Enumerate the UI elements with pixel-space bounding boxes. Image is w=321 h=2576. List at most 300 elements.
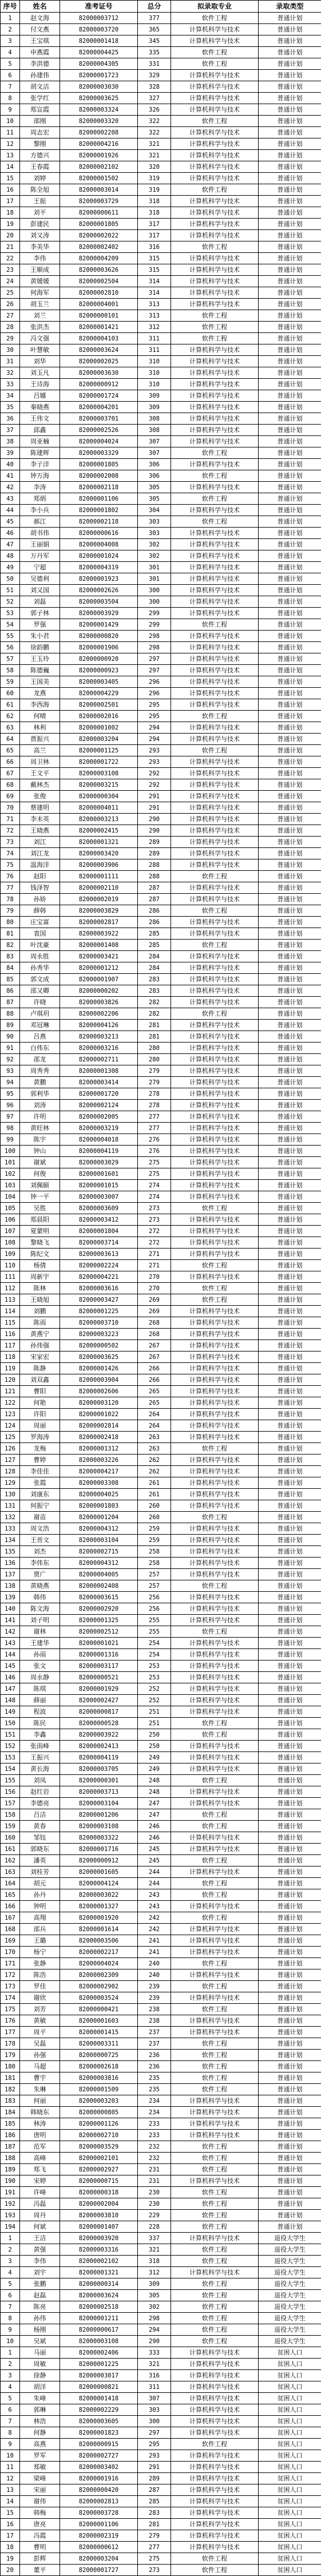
cell-exam-id: 82000002019: [60, 894, 138, 905]
cell-total-score: 302: [138, 2301, 171, 2313]
cell-total-score: 294: [138, 2324, 171, 2336]
cell-total-score: 245: [138, 1844, 171, 1855]
cell-major: 计算机科学与技术: [171, 1146, 259, 1157]
cell-admission-type: 普通计划: [259, 2038, 321, 2050]
cell-total-score: 232: [138, 2141, 171, 2153]
cell-major: 计算机科学与技术: [171, 1432, 259, 1443]
cell-admission-type: 普通计划: [259, 70, 321, 81]
cell-admission-type: 普通计划: [259, 1958, 321, 1969]
cell-total-score: 273: [138, 1203, 171, 1214]
cell-name: 王伟文: [20, 413, 60, 425]
cell-admission-type: 普通计划: [259, 2164, 321, 2175]
cell-total-score: 263: [138, 1432, 171, 1443]
cell-major: 软件工程: [171, 2565, 259, 2576]
cell-major: 计算机科学与技术: [171, 2404, 259, 2416]
cell-index: 141: [1, 1615, 20, 1626]
cell-name: 张鹏: [20, 2278, 60, 2290]
cell-major: 计算机科学与技术: [171, 1455, 259, 1466]
cell-exam-id: 82000003624: [60, 2290, 138, 2301]
cell-major: 计算机科学与技术: [171, 2473, 259, 2484]
cell-admission-type: 普通计划: [259, 1855, 321, 1866]
table-row: [1, 379, 321, 390]
cell-name: 刘磊: [20, 596, 60, 608]
cell-index: 39: [1, 447, 20, 459]
cell-exam-id: 82000001803: [60, 1500, 138, 1512]
cell-major: 计算机科学与技术: [171, 459, 259, 470]
cell-exam-id: 82000000611: [60, 207, 138, 219]
cell-admission-type: 普通计划: [259, 1695, 321, 1706]
header-index: 序号: [1, 1, 20, 13]
cell-total-score: 237: [138, 2027, 171, 2038]
cell-name: 黄长海: [20, 1763, 60, 1775]
cell-index: 146: [1, 1672, 20, 1683]
cell-admission-type: 贫困人口: [259, 2439, 321, 2450]
cell-total-score: 230: [138, 2187, 171, 2198]
cell-total-score: 258: [138, 1546, 171, 1558]
cell-major: 计算机科学与技术: [171, 1489, 259, 1500]
cell-exam-id: 82000002004: [60, 2198, 138, 2210]
cell-total-score: 307: [138, 436, 171, 447]
cell-total-score: 313: [138, 310, 171, 322]
cell-index: 6: [1, 2404, 20, 2416]
cell-total-score: 331: [138, 58, 171, 70]
cell-major: 软件工程: [171, 871, 259, 882]
cell-name: 王洁: [20, 2233, 60, 2244]
cell-index: 175: [1, 2004, 20, 2015]
cell-exam-id: 82000004216: [60, 138, 138, 150]
cell-total-score: 254: [138, 1638, 171, 1649]
table-row: [1, 150, 321, 161]
cell-major: 软件工程: [171, 184, 259, 196]
cell-major: 计算机科学与技术: [171, 859, 259, 871]
cell-exam-id: 82000003213: [60, 814, 138, 825]
cell-admission-type: 贫困人口: [259, 2404, 321, 2416]
cell-admission-type: 普通计划: [259, 608, 321, 619]
cell-total-score: 337: [138, 2233, 171, 2244]
cell-admission-type: 普通计划: [259, 219, 321, 230]
cell-major: 软件工程: [171, 745, 259, 756]
cell-total-score: 291: [138, 802, 171, 814]
cell-major: 软件工程: [171, 2210, 259, 2221]
cell-admission-type: 普通计划: [259, 13, 321, 24]
cell-exam-id: 82000003421: [60, 951, 138, 962]
cell-total-score: 335: [138, 47, 171, 58]
cell-name: 秦晓燕: [20, 402, 60, 413]
cell-exam-id: 82000003613: [60, 1249, 138, 1260]
cell-exam-id: 82000003712: [60, 13, 138, 24]
cell-admission-type: 普通计划: [259, 1111, 321, 1123]
cell-total-score: 272: [138, 1237, 171, 1249]
cell-major: 计算机科学与技术: [171, 802, 259, 814]
cell-name: 何晴: [20, 711, 60, 722]
cell-index: 57: [1, 653, 20, 665]
table-row: [1, 2210, 321, 2221]
cell-name: 董平: [20, 2565, 60, 2576]
cell-major: 计算机科学与技术: [171, 276, 259, 287]
cell-total-score: 260: [138, 1500, 171, 1512]
header-admission-type: 录取类型: [259, 1, 321, 13]
cell-name: 黄鹏: [20, 1077, 60, 1088]
cell-name: 黎晓飞: [20, 1237, 60, 1249]
cell-exam-id: 82000004305: [60, 58, 138, 70]
cell-total-score: 321: [138, 2359, 171, 2370]
cell-name: 刘兰: [20, 310, 60, 322]
cell-name: 许明: [20, 1111, 60, 1123]
cell-major: 计算机科学与技术: [171, 2095, 259, 2107]
cell-name: 刘华: [20, 356, 60, 367]
cell-exam-id: 82000000318: [60, 2187, 138, 2198]
cell-total-score: 281: [138, 1020, 171, 1031]
cell-exam-id: 82000000817: [60, 1706, 138, 1718]
cell-admission-type: 普通计划: [259, 1638, 321, 1649]
cell-index: 64: [1, 734, 20, 745]
cell-name: 徐静: [20, 2370, 60, 2381]
cell-admission-type: 普通计划: [259, 516, 321, 528]
cell-index: 9: [1, 2439, 20, 2450]
cell-major: 计算机科学与技术: [171, 1020, 259, 1031]
cell-exam-id: 82000002512: [60, 1626, 138, 1638]
cell-admission-type: 普通计划: [259, 1763, 321, 1775]
cell-exam-id: 82000002406: [60, 2347, 138, 2359]
cell-name: 林浩: [20, 2416, 60, 2427]
cell-admission-type: 退役大学生: [259, 2301, 321, 2313]
cell-total-score: 257: [138, 1569, 171, 1580]
cell-exam-id: 82000000912: [60, 379, 138, 390]
cell-admission-type: 普通计划: [259, 2175, 321, 2187]
cell-major: 软件工程: [171, 2164, 259, 2175]
cell-admission-type: 普通计划: [259, 676, 321, 688]
cell-name: 范军: [20, 2141, 60, 2153]
table-row: [1, 70, 321, 81]
cell-name: 薛丽: [20, 1695, 60, 1706]
table-row: [1, 756, 321, 768]
table-row: [1, 1672, 321, 1683]
cell-name: 杨宁: [20, 1947, 60, 1958]
cell-admission-type: 普通计划: [259, 997, 321, 1008]
cell-admission-type: 普通计划: [259, 447, 321, 459]
cell-admission-type: 普通计划: [259, 104, 321, 116]
cell-total-score: 285: [138, 2496, 171, 2507]
cell-name: 谢林: [20, 1626, 60, 1638]
cell-admission-type: 普通计划: [259, 47, 321, 58]
cell-name: 赵磊: [20, 2290, 60, 2301]
cell-major: 软件工程: [171, 1809, 259, 1821]
cell-major: 计算机科学与技术: [171, 1901, 259, 1912]
cell-index: 2: [1, 2359, 20, 2370]
cell-exam-id: 82000003108: [60, 768, 138, 779]
cell-name: 钟万海: [20, 470, 60, 482]
cell-index: 178: [1, 2038, 20, 2050]
cell-total-score: 279: [138, 1077, 171, 1088]
cell-exam-id: 82000004217: [60, 1466, 138, 1477]
cell-index: 157: [1, 1798, 20, 1809]
cell-index: 128: [1, 1466, 20, 1477]
cell-name: 钟明: [20, 1901, 60, 1912]
cell-total-score: 238: [138, 2015, 171, 2027]
cell-admission-type: 普通计划: [259, 1924, 321, 1935]
cell-exam-id: 82000001418: [60, 35, 138, 47]
cell-total-score: 310: [138, 367, 171, 379]
table-row: [1, 2015, 321, 2027]
cell-total-score: 276: [138, 1146, 171, 1157]
cell-admission-type: 退役大学生: [259, 2290, 321, 2301]
table-row: [1, 1969, 321, 1981]
cell-index: 71: [1, 814, 20, 825]
cell-index: 2: [1, 2244, 20, 2256]
cell-index: 98: [1, 1123, 20, 1134]
cell-index: 60: [1, 688, 20, 699]
cell-name: 刘芳: [20, 2004, 60, 2015]
cell-major: 计算机科学与技术: [171, 1352, 259, 1363]
cell-admission-type: 普通计划: [259, 653, 321, 665]
cell-major: 软件工程: [171, 241, 259, 253]
cell-index: 3: [1, 35, 20, 47]
cell-name: 胡元: [20, 1878, 60, 1889]
table-row: [1, 619, 321, 631]
cell-total-score: 322: [138, 116, 171, 127]
table-row: [1, 2004, 321, 2015]
cell-index: 34: [1, 390, 20, 402]
cell-index: 41: [1, 470, 20, 482]
cell-index: 169: [1, 1935, 20, 1947]
cell-major: 计算机科学与技术: [171, 1672, 259, 1683]
cell-major: 软件工程: [171, 2278, 259, 2290]
cell-admission-type: 普通计划: [259, 1168, 321, 1180]
cell-admission-type: 普通计划: [259, 1054, 321, 1065]
cell-name: 王晋文: [20, 1535, 60, 1546]
cell-index: 3: [1, 2370, 20, 2381]
cell-exam-id: 82000000820: [60, 631, 138, 642]
cell-exam-id: 82000003906: [60, 859, 138, 871]
cell-total-score: 287: [138, 894, 171, 905]
cell-admission-type: 普通计划: [259, 459, 321, 470]
cell-index: 101: [1, 1157, 20, 1168]
cell-major: 计算机科学与技术: [171, 1249, 259, 1260]
cell-total-score: 290: [138, 825, 171, 837]
cell-exam-id: 82000001923: [60, 573, 138, 585]
cell-name: 刘凤: [20, 1775, 60, 1786]
cell-total-score: 298: [138, 631, 171, 642]
cell-exam-id: 82000002817: [60, 917, 138, 928]
table-row: [1, 264, 321, 276]
cell-total-score: 318: [138, 196, 171, 207]
cell-major: 计算机科学与技术: [171, 1535, 259, 1546]
cell-total-score: 299: [138, 608, 171, 619]
table-row: [1, 1958, 321, 1969]
cell-exam-id: 82000002118: [60, 482, 138, 493]
cell-total-score: 283: [138, 974, 171, 985]
cell-major: 计算机科学与技术: [171, 1386, 259, 1397]
table-row: [1, 230, 321, 241]
cell-admission-type: 普通计划: [259, 837, 321, 848]
table-row: [1, 631, 321, 642]
table-row: [1, 2553, 321, 2565]
cell-index: 69: [1, 791, 20, 802]
cell-major: 计算机科学与技术: [171, 2107, 259, 2118]
cell-index: 100: [1, 1146, 20, 1157]
cell-index: 68: [1, 779, 20, 791]
cell-exam-id: 82000001916: [60, 2473, 138, 2484]
cell-exam-id: 82000000805: [60, 2107, 138, 2118]
cell-major: 计算机科学与技术: [171, 1329, 259, 1340]
cell-total-score: 267: [138, 1340, 171, 1352]
cell-exam-id: 82000001225: [60, 1306, 138, 1317]
cell-index: 18: [1, 207, 20, 219]
cell-major: 计算机科学与技术: [171, 2347, 259, 2359]
cell-admission-type: 普通计划: [259, 848, 321, 859]
cell-major: 计算机科学与技术: [171, 2381, 259, 2393]
cell-name: 黄燕宁: [20, 1329, 60, 1340]
table-row: [1, 676, 321, 688]
cell-major: 软件工程: [171, 116, 259, 127]
cell-name: 梁峰: [20, 2473, 60, 2484]
cell-exam-id: 82000001802: [60, 505, 138, 516]
cell-exam-id: 82000004209: [60, 253, 138, 264]
cell-major: 计算机科学与技术: [171, 81, 259, 93]
table-row: [1, 642, 321, 653]
cell-index: 162: [1, 1855, 20, 1866]
cell-major: 软件工程: [171, 2301, 259, 2313]
cell-total-score: 264: [138, 1420, 171, 1432]
table-row: [1, 1031, 321, 1043]
table-row: [1, 2050, 321, 2061]
cell-exam-id: 82000001716: [60, 1844, 138, 1855]
table-row: [1, 470, 321, 482]
cell-name: 钟山: [20, 1146, 60, 1157]
cell-name: 郝江: [20, 516, 60, 528]
cell-index: 149: [1, 1706, 20, 1718]
cell-total-score: 296: [138, 676, 171, 688]
cell-name: 冯磊: [20, 2198, 60, 2210]
cell-index: 74: [1, 848, 20, 859]
cell-total-score: 321: [138, 2244, 171, 2256]
cell-name: 李西海: [20, 699, 60, 711]
cell-exam-id: 82000001805: [60, 459, 138, 470]
table-row: [1, 2484, 321, 2496]
cell-major: 计算机科学与技术: [171, 722, 259, 734]
cell-exam-id: 82000001022: [60, 1409, 138, 1420]
cell-major: 计算机科学与技术: [171, 1523, 259, 1535]
cell-name: 张洪杰: [20, 322, 60, 333]
table-row: [1, 550, 321, 562]
table-row: [1, 1157, 321, 1168]
cell-index: 99: [1, 1134, 20, 1146]
cell-index: 186: [1, 2130, 20, 2141]
cell-name: 王丽娟: [20, 539, 60, 550]
cell-total-score: 333: [138, 2347, 171, 2359]
cell-admission-type: 普通计划: [259, 425, 321, 436]
cell-name: 邹钰: [20, 1832, 60, 1844]
cell-index: 88: [1, 1008, 20, 1020]
cell-exam-id: 82000003826: [60, 997, 138, 1008]
cell-total-score: 252: [138, 1683, 171, 1695]
cell-exam-id: 82000002920: [60, 1603, 138, 1615]
cell-name: 王璐: [20, 1935, 60, 1947]
cell-total-score: 235: [138, 2072, 171, 2084]
cell-index: 187: [1, 2141, 20, 2153]
cell-major: 计算机科学与技术: [171, 2393, 259, 2404]
cell-index: 171: [1, 1958, 20, 1969]
table-row: [1, 562, 321, 573]
table-row: [1, 665, 321, 676]
table-row: [1, 1855, 321, 1866]
table-row: [1, 367, 321, 379]
cell-total-score: 243: [138, 1889, 171, 1901]
cell-exam-id: 82000002618: [60, 2061, 138, 2072]
cell-admission-type: 普通计划: [259, 1580, 321, 1592]
table-row: [1, 2221, 321, 2233]
cell-index: 16: [1, 184, 20, 196]
cell-index: 37: [1, 425, 20, 436]
cell-major: 计算机科学与技术: [171, 2359, 259, 2370]
cell-name: 陈全旭: [20, 184, 60, 196]
cell-admission-type: 普通计划: [259, 470, 321, 482]
cell-exam-id: 82000002814: [60, 1420, 138, 1432]
cell-total-score: 320: [138, 161, 171, 173]
table-row: [1, 1592, 321, 1603]
cell-name: 方德兴: [20, 150, 60, 161]
cell-index: 181: [1, 2072, 20, 2084]
cell-exam-id: 82000003929: [60, 608, 138, 619]
cell-index: 2: [1, 24, 20, 35]
table-row: [1, 1306, 321, 1317]
cell-total-score: 292: [138, 779, 171, 791]
cell-exam-id: 82000003320: [60, 116, 138, 127]
cell-major: 计算机科学与技术: [171, 505, 259, 516]
cell-major: 计算机科学与技术: [171, 665, 259, 676]
cell-name: 胡玉兰: [20, 299, 60, 310]
cell-index: 124: [1, 1420, 20, 1432]
cell-admission-type: 普通计划: [259, 1947, 321, 1958]
cell-admission-type: 普通计划: [259, 1100, 321, 1111]
cell-major: 计算机科学与技术: [171, 2416, 259, 2427]
header-major: 拟录取专业: [171, 1, 259, 13]
table-body: [1, 13, 321, 2576]
table-row: [1, 516, 321, 528]
cell-major: 计算机科学与技术: [171, 1271, 259, 1283]
cell-admission-type: 退役大学生: [259, 2244, 321, 2256]
cell-index: 73: [1, 837, 20, 848]
cell-admission-type: 普通计划: [259, 1660, 321, 1672]
table-row: [1, 1065, 321, 1077]
table-row: [1, 219, 321, 230]
table-row: [1, 1615, 321, 1626]
cell-name: 刘涛: [20, 1100, 60, 1111]
table-row: [1, 1146, 321, 1157]
cell-exam-id: 82000002008: [60, 470, 138, 482]
cell-admission-type: 普通计划: [259, 814, 321, 825]
cell-exam-id: 82000002217: [60, 1947, 138, 1958]
cell-major: 计算机科学与技术: [171, 1969, 259, 1981]
cell-major: 计算机科学与技术: [171, 585, 259, 596]
cell-admission-type: 普通计划: [259, 2118, 321, 2130]
cell-major: 计算机科学与技术: [171, 917, 259, 928]
table-row: [1, 241, 321, 253]
cell-name: 刘子明: [20, 1615, 60, 1626]
cell-index: 5: [1, 2278, 20, 2290]
cell-exam-id: 82000003329: [60, 447, 138, 459]
cell-exam-id: 82000004119: [60, 1752, 138, 1763]
cell-admission-type: 普通计划: [259, 390, 321, 402]
cell-exam-id: 82000002927: [60, 2164, 138, 2175]
cell-index: 52: [1, 596, 20, 608]
cell-major: 计算机科学与技术: [171, 356, 259, 367]
cell-admission-type: 普通计划: [259, 1443, 321, 1455]
cell-exam-id: 82000002016: [60, 711, 138, 722]
cell-total-score: 301: [138, 573, 171, 585]
cell-name: 杨倩: [20, 1260, 60, 1271]
cell-major: 软件工程: [171, 1889, 259, 1901]
